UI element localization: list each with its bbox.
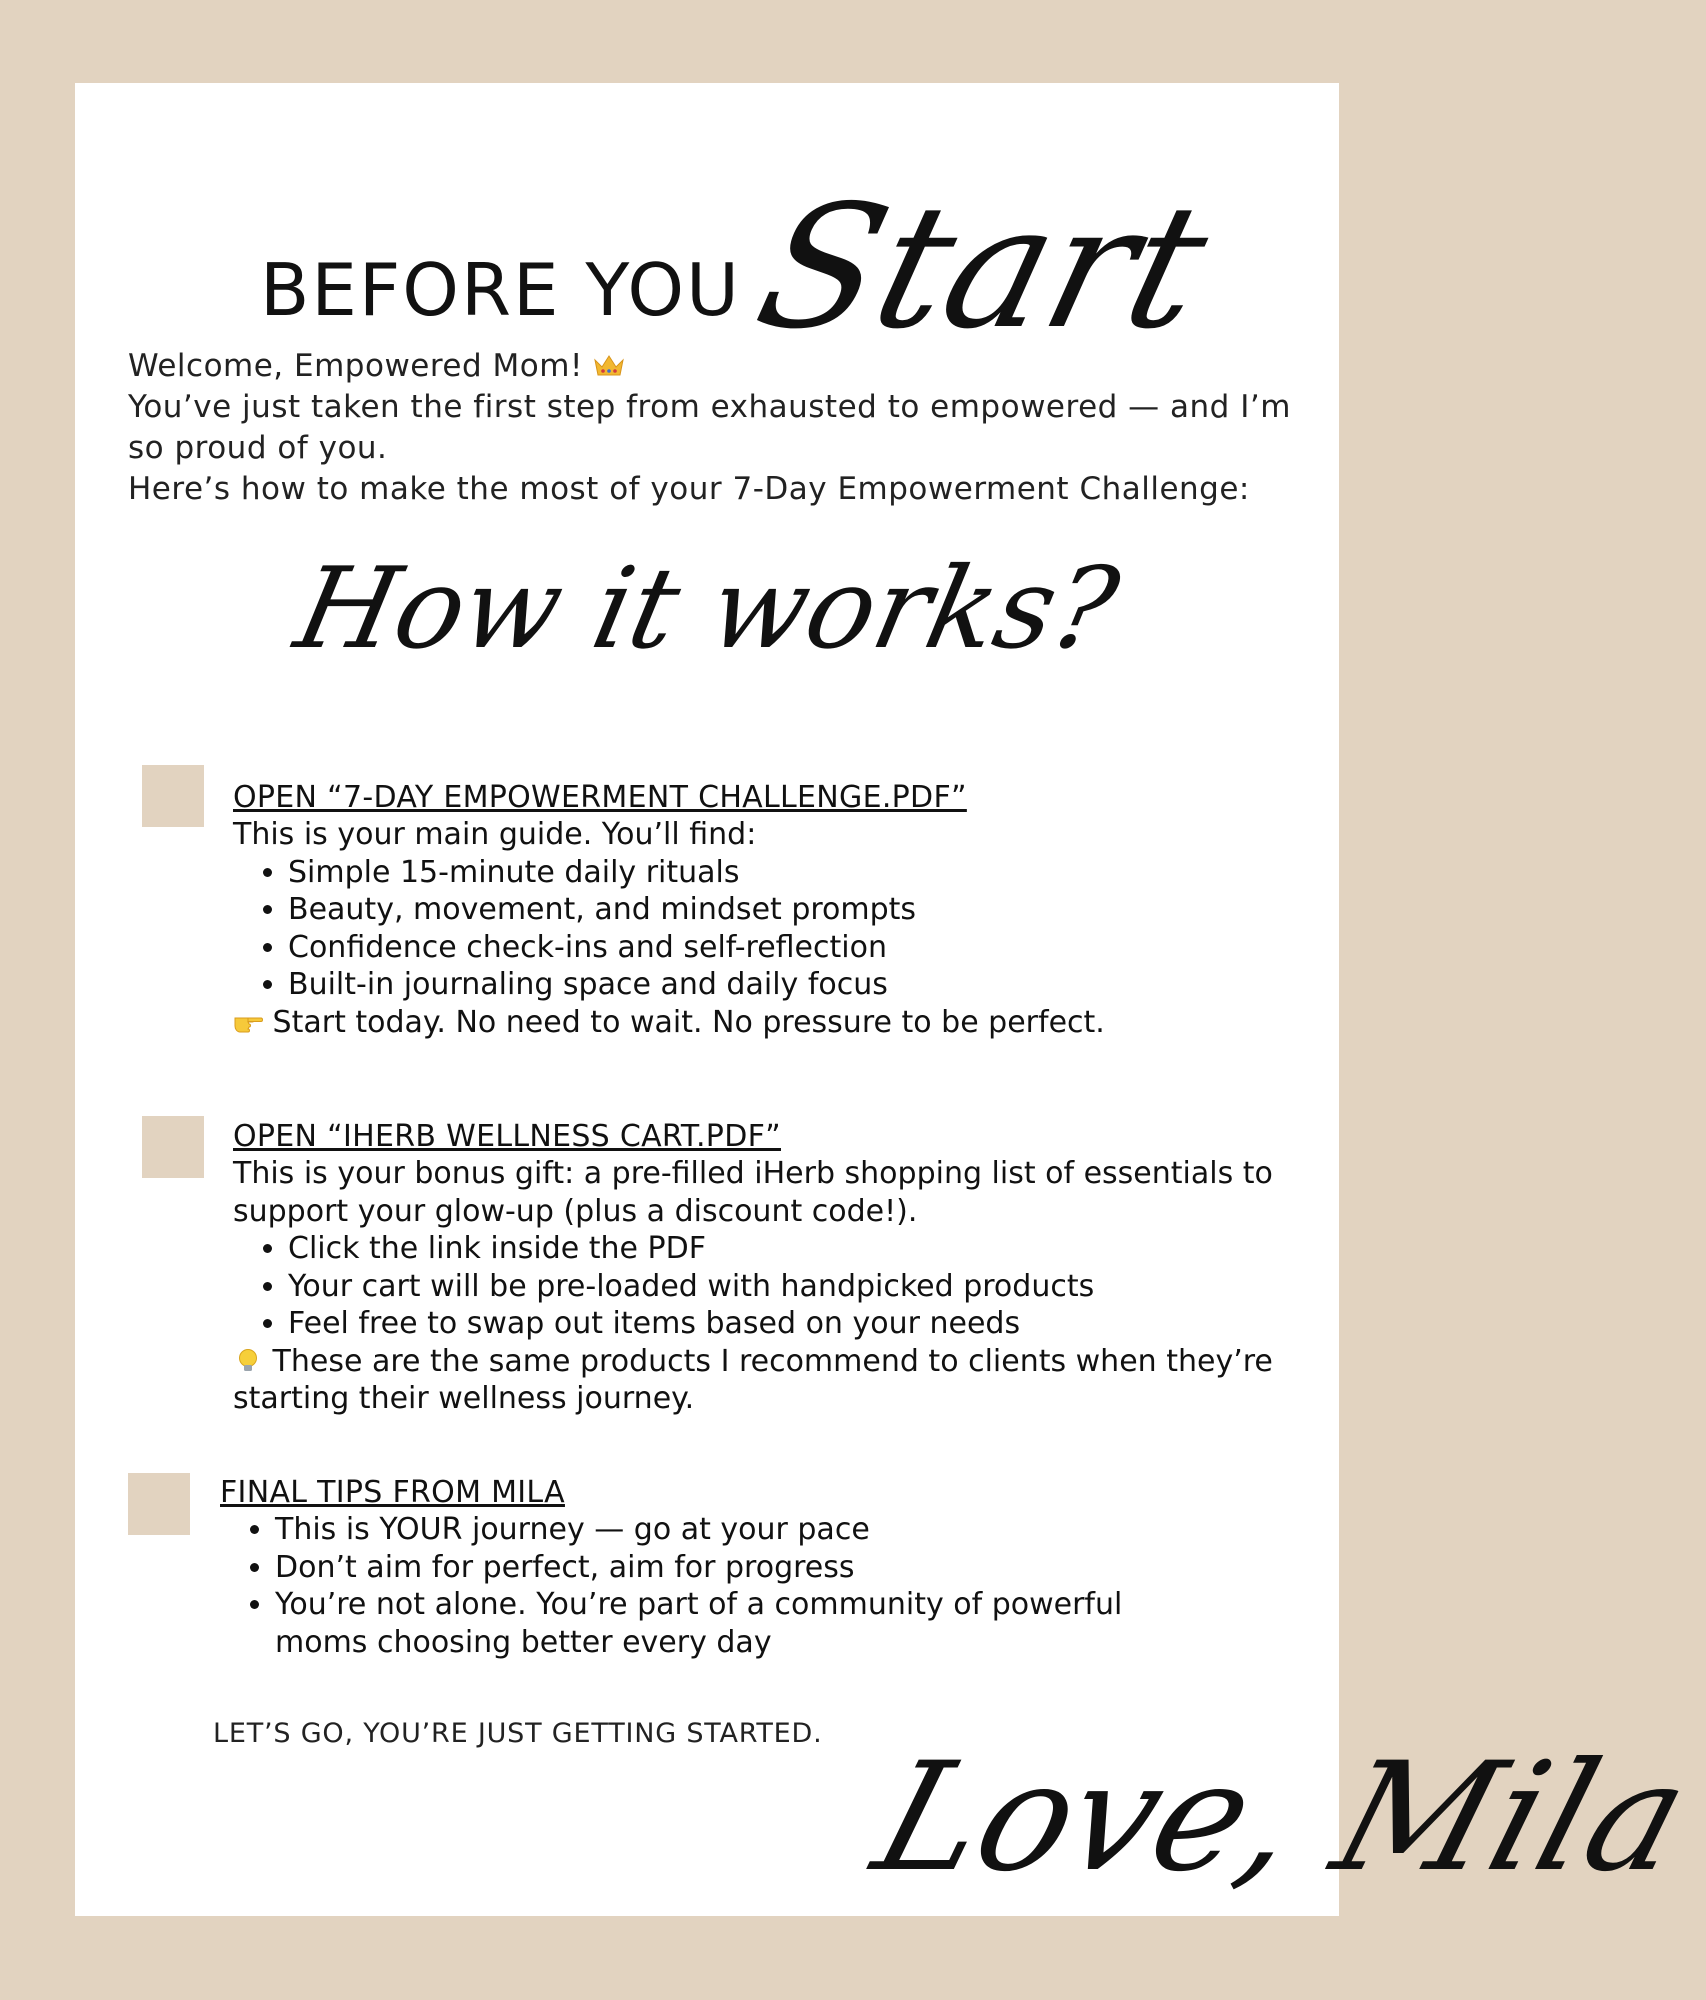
list-item: • Don’t aim for perfect, aim for progress xyxy=(275,1549,1260,1587)
list-item: • Click the link inside the PDF xyxy=(288,1230,1273,1268)
list-item: • Confidence check-ins and self-reflection xyxy=(288,929,1273,967)
section-1-body xyxy=(233,816,1273,1041)
section-1-checkbox[interactable] xyxy=(142,765,204,827)
title-print: BEFORE YOU xyxy=(260,248,741,332)
greeting: Welcome, Empowered Mom! xyxy=(128,348,583,384)
intro-line-2: Here’s how to make the most of your 7-Day Empowerment Challenge: xyxy=(128,471,1250,507)
section-1-list xyxy=(233,854,1273,1004)
section-2-note-line xyxy=(233,1343,1273,1418)
section-3-title: FINAL TIPS FROM MILA xyxy=(220,1475,565,1510)
crown-icon xyxy=(593,354,625,378)
section-3-checkbox[interactable] xyxy=(128,1473,190,1535)
section-1-title: OPEN “7-DAY EMPOWERMENT CHALLENGE.PDF” xyxy=(233,780,967,815)
section-2-body xyxy=(233,1155,1273,1418)
section-1-intro: This is your main guide. You’ll find: xyxy=(233,817,757,852)
closing-line: LET’S GO, YOU’RE JUST GETTING STARTED. xyxy=(213,1718,823,1749)
intro-line-1: You’ve just taken the first step from exhausted to empowered — and I’m so proud of you. xyxy=(128,389,1291,466)
section-1-note: Start today. No need to wait. No pressure to be perfect. xyxy=(272,1004,1105,1040)
signature: Love, Mila xyxy=(858,1731,1706,1905)
lightbulb-icon xyxy=(233,1348,263,1374)
section-3-body xyxy=(220,1511,1260,1661)
list-item: • Simple 15-minute daily rituals xyxy=(288,854,1273,892)
list-item: • This is YOUR journey — go at your pace xyxy=(275,1511,1260,1549)
list-item: • Your cart will be pre-loaded with handpicked products xyxy=(288,1268,1273,1306)
section-2-note: These are the same products I recommend to clients when they’re starting their wellness journey. xyxy=(233,1343,1273,1416)
section-2-list xyxy=(233,1230,1273,1343)
list-item: • Feel free to swap out items based on your needs xyxy=(288,1305,1273,1343)
section-2-checkbox[interactable] xyxy=(142,1116,204,1178)
pointing-hand-icon xyxy=(233,1009,263,1035)
intro-text xyxy=(128,346,1298,510)
list-item: • You’re not alone. You’re part of a community of powerful moms choosing better every day xyxy=(275,1586,1175,1661)
section-3-list xyxy=(220,1511,1260,1661)
list-item: • Built-in journaling space and daily focus xyxy=(288,966,1273,1004)
how-it-works-heading: How it works? xyxy=(285,544,1129,674)
section-1-note-line xyxy=(233,1004,1273,1042)
document-page xyxy=(75,83,1706,1916)
list-item: • Beauty, movement, and mindset prompts xyxy=(288,891,1273,929)
greeting-line xyxy=(128,346,1298,387)
section-2-title: OPEN “IHERB WELLNESS CART.PDF” xyxy=(233,1119,781,1154)
title-script: Start xyxy=(740,169,1226,367)
section-2-intro: This is your bonus gift: a pre-filled iHerb shopping list of essentials to support your glow-up (plus a discount code!). xyxy=(233,1156,1273,1229)
